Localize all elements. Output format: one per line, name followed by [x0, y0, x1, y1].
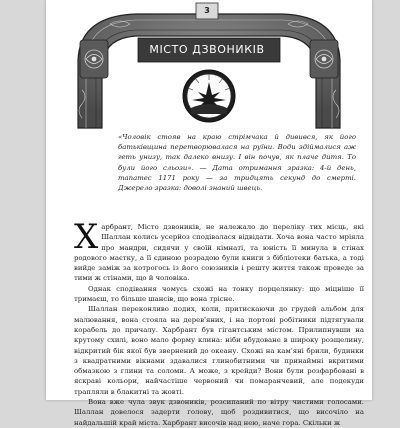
chapter-arch-illustration — [46, 0, 372, 128]
drop-cap-letter: Х — [74, 217, 99, 257]
body-paragraph: Вона вже чула звук дзвоників, розсипаний по вітру чистими голосами. Шаллан довелося задерти голову, щоб роздивитися, що височіло на найдальшій край міста. Харбрант височів над нею, наче гора. Скільки ж — [74, 398, 364, 427]
body-paragraph: Шаллан переконливо подих, коли, притискаючи до грудей альбом для малювання, вона стояла на дерев'яних, і на портові робітники підтягували корабель до причалу. Харбрант був гігантським містом. Прилипнувши на крутому схилі, воно мало форму клина: ніби вбудоване в широку розщелину, відкритий бік якої був звернений до океану. Схожі на кам'яні брили, будинки з квадратними вікнами здавалися глинобитними чи принаймні вкритими обмазкою з глини та соломи. А може, з крейди? Вони були розфарбовані в яскраві кольори, найчастіше червоний чи помаранчевий, але подекуди трапляли в блакитні та жовті. — [74, 305, 364, 396]
chapter-epigraph: «Чоловік стояв на краю стрімчака й дивився, як його батьківщина перетворювалася на руїни. Води здіймалися аж геть унизу, так далеко внизу. І він почув, як плаче дитя. То були його сльози». — Дата отримання зразка: 4-й день, тапатес 1171 року — за тридцять секунд до смерті. Джерело зразка: доволі знаний швець. — [118, 133, 356, 193]
book-page — [46, 0, 372, 427]
body-paragraph: Однак сподівання чомусь схожі на тонку порцелянку: що міцніше її тримаєш, то більше шансів, що вона трісне. — [74, 284, 364, 304]
body-paragraph — [74, 217, 364, 284]
chapter-title: МІСТО ДЗВОНИКІВ — [149, 43, 265, 56]
paragraph-text: арбрант, Місто дзвоників, не належало до переліку тих місць, які Шаллан колись усерйоз сподівалася відвідати. Хоча вона часто мріяла про мандри, сидячи у своїй кімнаті, та юність її минула в стінах родового маєтку, а її єдиною розрадою були книги з бібліотеки батька, а тоді вийде заміж за котрогось із його союзників і решту життя також проведе за тими ж стінами, що й чоловіка. — [74, 223, 364, 283]
chapter-body — [74, 217, 364, 428]
chapter-number: 3 — [204, 6, 210, 15]
